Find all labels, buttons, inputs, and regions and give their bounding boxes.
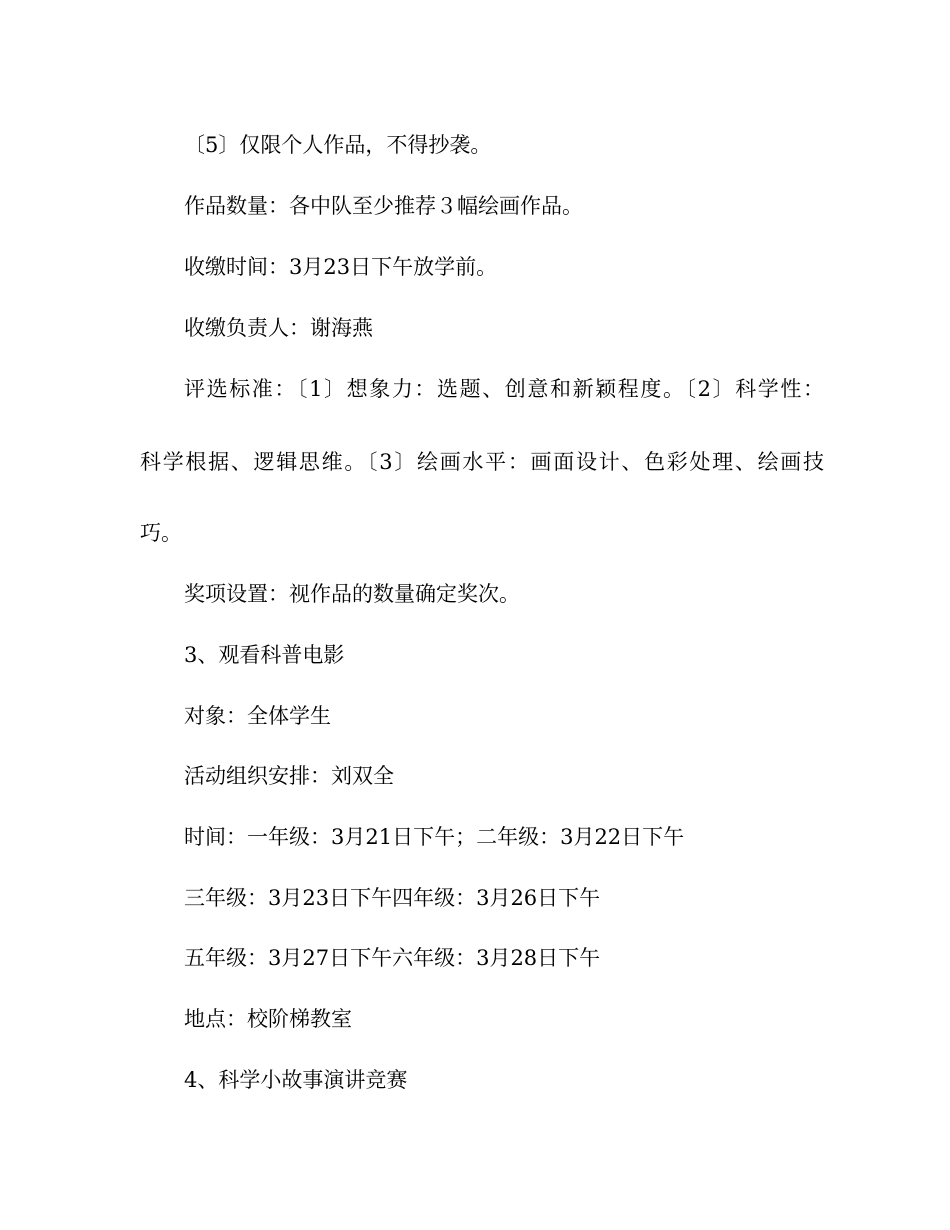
paragraph-line: 地点：校阶梯教室 bbox=[184, 1007, 352, 1031]
paragraph-line: 收缴负责人：谢海燕 bbox=[184, 316, 373, 340]
paragraph-line: 科学根据、逻辑思维。〔3〕绘画水平：画面设计、色彩处理、绘画技 bbox=[140, 450, 824, 474]
paragraph-line: 时间：一年级：3月21日下午；二年级：3月22日下午 bbox=[184, 825, 685, 849]
paragraph-line: 〔5〕仅限个人作品，不得抄袭。 bbox=[184, 133, 492, 157]
paragraph-line: 评选标准：〔1〕想象力：选题、创意和新颖程度。〔2〕科学性： bbox=[184, 377, 824, 401]
section-heading: 3、观看科普电影 bbox=[184, 643, 345, 667]
paragraph-line: 奖项设置：视作品的数量确定奖次。 bbox=[184, 582, 520, 606]
paragraph-line: 收缴时间：3月23日下午放学前。 bbox=[184, 255, 498, 279]
paragraph-line: 三年级：3月23日下午四年级：3月26日下午 bbox=[184, 886, 601, 910]
paragraph-line: 对象：全体学生 bbox=[184, 704, 331, 728]
section-heading: 4、科学小故事演讲竞赛 bbox=[184, 1068, 408, 1092]
paragraph-line: 五年级：3月27日下午六年级：3月28日下午 bbox=[184, 946, 601, 970]
paragraph-line: 巧。 bbox=[140, 521, 182, 545]
paragraph-line: 活动组织安排：刘双全 bbox=[184, 764, 394, 788]
paragraph-line: 作品数量：各中队至少推荐３幅绘画作品。 bbox=[184, 194, 583, 218]
